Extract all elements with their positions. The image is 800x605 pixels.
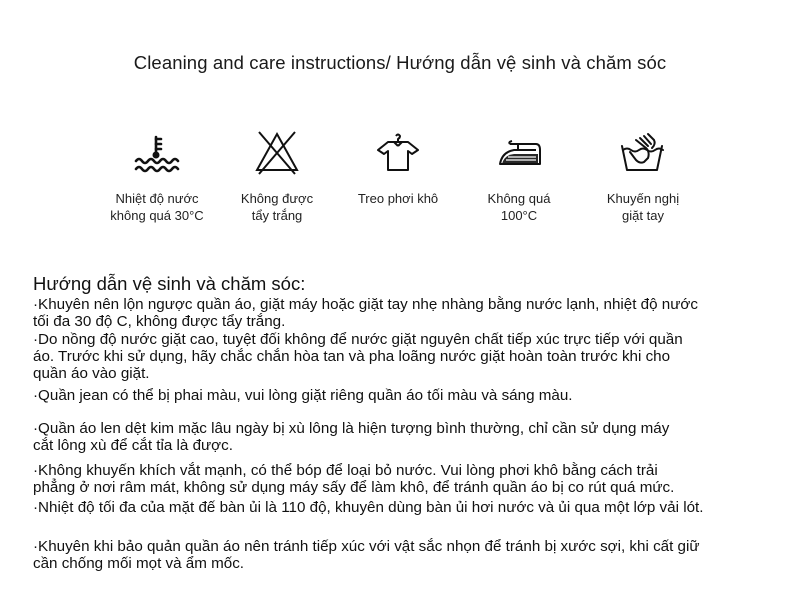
- instruction-paragraph: ·Khuyên nên lộn ngược quần áo, giặt máy hoặc giặt tay nhẹ nhàng bằng nước lạnh, nhiệt độ nước tối đa 30 độ C, không được tẩy trắng.: [33, 296, 698, 330]
- water-temperature-icon: [132, 128, 180, 176]
- instruction-paragraph: ·Nhiệt độ tối đa của mặt đế bàn ủi là 110 độ, khuyên dùng bàn ủi hơi nước và ủi qua một lớp vải lót.: [33, 499, 704, 516]
- no-bleach-label: Không được tẩy trắng: [240, 191, 314, 223]
- hand-wash-label: Khuyến nghị giặt tay: [606, 191, 680, 223]
- instruction-paragraph: ·Quần áo len dệt kim mặc lâu ngày bị xù lông là hiện tượng bình thường, chỉ cần sử dụng máy cắt lông xù để cắt tỉa là được.: [33, 420, 670, 454]
- instruction-paragraph: ·Quần jean có thể bị phai màu, vui lòng giặt riêng quần áo tối màu và sáng màu.: [33, 387, 573, 404]
- no-bleach-icon: [253, 128, 301, 176]
- instruction-paragraph: ·Khuyên khi bảo quản quần áo nên tránh tiếp xúc với vật sắc nhọn để tránh bị xước sợi, khi cất giữ cần chống mối mọt và ẩm mốc.: [33, 538, 700, 572]
- hang-dry-icon: [374, 128, 422, 176]
- water-temperature-label: Nhiệt độ nước không quá 30°C: [110, 191, 204, 223]
- iron-icon: [496, 128, 544, 176]
- instructions-heading: Hướng dẫn vệ sinh và chăm sóc:: [33, 273, 306, 294]
- hand-wash-icon: [618, 128, 666, 176]
- iron-temperature-label: Không quá 100°C: [487, 191, 551, 223]
- hang-dry-label: Treo phơi khô: [357, 191, 439, 206]
- page-title: Cleaning and care instructions/ Hướng dẫn vệ sinh và chăm sóc: [133, 52, 667, 73]
- instruction-paragraph: ·Do nồng độ nước giặt cao, tuyệt đối không để nước giặt nguyên chất tiếp xúc trực tiếp với quần áo. Trước khi sử dụng, hãy chắc chắn hòa tan và pha loãng nước giặt hoàn toàn trước khi cho quần áo vào giặt.: [33, 331, 683, 382]
- instruction-paragraph: ·Không khuyến khích vắt mạnh, có thể bóp để loại bỏ nước. Vui lòng phơi khô bằng cách trải phẳng ở nơi râm mát, không sử dụng máy sấy để làm khô, để tránh quần áo bị co rút quá mức.: [33, 462, 675, 496]
